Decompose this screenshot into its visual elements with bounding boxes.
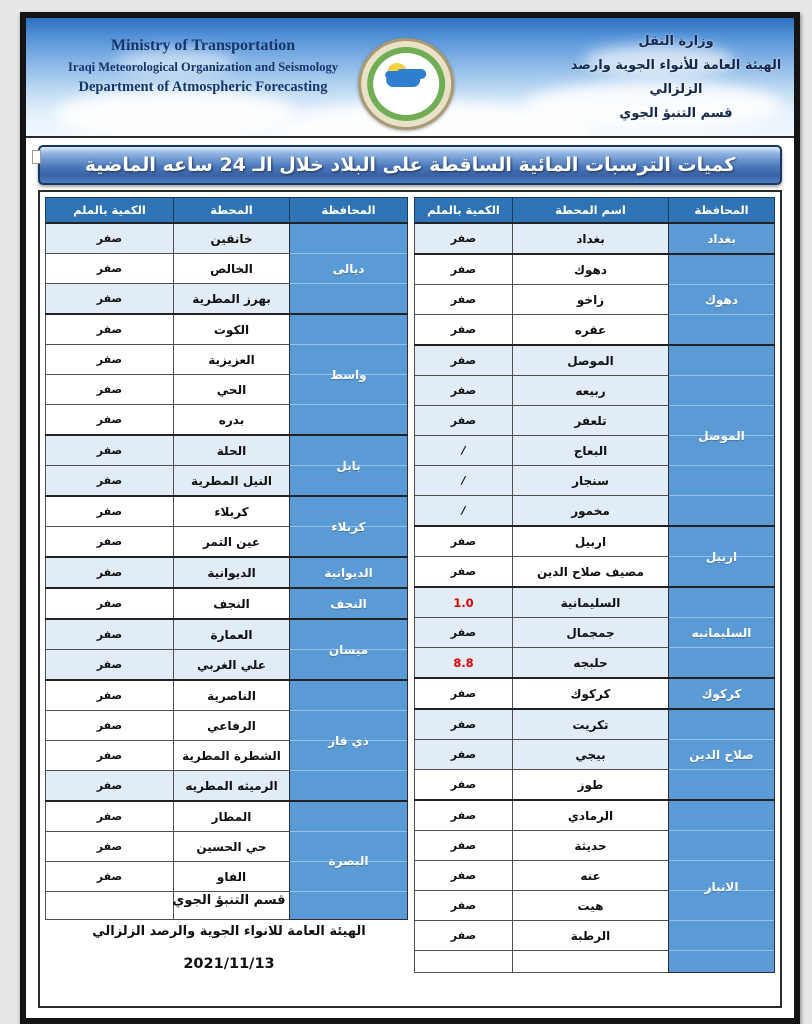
station-cell: بيجي [513,740,669,770]
governorate-cell: ذي قار [290,680,408,801]
amount-cell: / [415,436,513,466]
station-cell: الرطبة [513,921,669,951]
amount-cell: صفر [46,588,174,619]
station-cell: عنه [513,861,669,891]
footer-department: قسم التنبؤ الجوي [172,892,286,908]
amount-cell: صفر [415,557,513,588]
station-cell: عين التمر [174,527,290,558]
letterhead-banner [26,18,794,138]
amount-cell: صفر [415,406,513,436]
precipitation-tables-area [38,190,782,1008]
station-cell: كربلاء [174,496,290,527]
governorate-header: المحافظة [669,198,775,224]
footer-organization: الهيئة العامة للانواء الجوية والرصد الزلزالي [92,924,366,940]
amount-cell: صفر [46,771,174,802]
governorate-cell: البصرة [290,801,408,920]
station-cell: هيت [513,891,669,921]
empty-cell [513,951,669,973]
station-cell: كركوك [513,678,669,709]
ministry-header-english [38,34,368,99]
station-cell: النجف [174,588,290,619]
report-title: كميات الترسبات المائية الساقطة على البلاد خلال الـ 24 ساعه الماضية [38,145,782,185]
organization-logo-icon [358,38,454,130]
amount-cell: صفر [415,345,513,376]
signature-block [54,885,404,982]
logo-inner-ring [367,47,445,121]
amount-cell: صفر [46,375,174,405]
amount-cell: صفر [415,678,513,709]
amount-cell: صفر [46,680,174,711]
amount-cell: صفر [46,801,174,832]
amount-cell: صفر [46,284,174,315]
station-cell: الحلة [174,435,290,466]
amount-cell: صفر [46,711,174,741]
cloud-icon [386,73,420,87]
station-cell: بغداد [513,223,669,254]
station-cell: جمجمال [513,618,669,648]
governorate-cell: بابل [290,435,408,496]
station-cell: السليمانية [513,587,669,618]
governorate-cell: النجف [290,588,408,619]
amount-cell: صفر [46,832,174,862]
title-section [26,138,794,190]
station-cell: تكريت [513,709,669,740]
amount-cell: صفر [415,285,513,315]
station-cell: تلعفر [513,406,669,436]
ministry-name-en: Ministry of Transportation [110,37,296,54]
governorate-cell: بغداد [669,223,775,254]
amount-cell: صفر [415,831,513,861]
station-cell: حديثة [513,831,669,861]
amount-cell: صفر [415,709,513,740]
amount-cell: صفر [46,405,174,436]
amount-cell: صفر [415,921,513,951]
station-cell: الفاو [174,862,290,892]
governorate-header: المحافظة [290,198,408,224]
amount-cell: 8.8 [415,648,513,679]
station-cell: المطار [174,801,290,832]
governorate-cell: الانبار [669,800,775,973]
ministry-header-arabic [566,30,786,126]
department-name-en: Department of Atmospheric Forecasting [78,78,328,95]
amount-header: الكمية بالملم [46,198,174,224]
station-cell: النيل المطرية [174,466,290,497]
station-header: اسم المحطة [513,198,669,224]
organization-name-en: Iraqi Meteorological Organization and Seismology [68,60,338,74]
amount-cell: صفر [46,650,174,681]
amount-cell: صفر [415,376,513,406]
station-cell: دهوك [513,254,669,285]
report-date: 2021/11/13 [183,956,275,973]
amount-cell: صفر [46,345,174,375]
amount-cell: صفر [46,314,174,345]
governorate-cell: الموصل [669,345,775,526]
amount-cell: صفر [46,435,174,466]
governorate-cell: دهوك [669,254,775,345]
amount-cell: صفر [46,741,174,771]
amount-cell: صفر [415,770,513,801]
governorate-cell: السليمانيه [669,587,775,678]
amount-cell: صفر [46,254,174,284]
amount-cell: صفر [415,618,513,648]
amount-cell: صفر [46,466,174,497]
station-cell: الشطرة المطرية [174,741,290,771]
station-cell: طوز [513,770,669,801]
station-cell: الموصل [513,345,669,376]
station-cell: الرفاعي [174,711,290,741]
amount-cell: 1.0 [415,587,513,618]
organization-name-ar: الهيئة العامة للأنواء الجوية وارصد الزلزالي [570,58,782,98]
amount-header: الكمية بالملم [415,198,513,224]
precipitation-table-west [45,197,408,920]
station-cell: اربيل [513,526,669,557]
station-cell: علي الغربي [174,650,290,681]
amount-cell: صفر [415,740,513,770]
amount-cell: / [415,466,513,496]
amount-cell: صفر [46,223,174,254]
governorate-cell: كركوك [669,678,775,709]
governorate-cell: واسط [290,314,408,435]
station-cell: عقره [513,315,669,346]
report-page [20,12,800,1024]
empty-cell [415,951,513,973]
station-cell: الخالص [174,254,290,284]
station-cell: العمارة [174,619,290,650]
governorate-cell: كربلاء [290,496,408,557]
station-cell: مصيف صلاح الدين [513,557,669,588]
department-name-ar: قسم التنبؤ الجوي [619,106,733,122]
station-cell: الناصرية [174,680,290,711]
amount-cell: صفر [415,891,513,921]
governorate-cell: صلاح الدين [669,709,775,800]
title-notch-decoration [32,150,41,164]
amount-cell: صفر [46,557,174,588]
station-header: المحطة [174,198,290,224]
governorate-cell: الديوانية [290,557,408,588]
governorate-cell: ديالى [290,223,408,314]
station-cell: زاخو [513,285,669,315]
station-cell: الرمادي [513,800,669,831]
amount-cell: صفر [46,496,174,527]
amount-cell: صفر [415,223,513,254]
station-cell: حلبجه [513,648,669,679]
station-cell: الرميثه المطريه [174,771,290,802]
amount-cell: صفر [415,315,513,346]
governorate-cell: اربيل [669,526,775,587]
amount-cell: صفر [46,619,174,650]
station-cell: بدره [174,405,290,436]
station-cell: بهرز المطرية [174,284,290,315]
station-cell: البعاج [513,436,669,466]
governorate-cell: ميسان [290,619,408,680]
amount-cell: صفر [415,254,513,285]
ministry-name-ar: وزارة النقل [638,34,714,49]
amount-cell: صفر [415,800,513,831]
station-cell: حي الحسين [174,832,290,862]
amount-cell: صفر [415,861,513,891]
amount-cell: صفر [415,526,513,557]
amount-cell: صفر [46,862,174,892]
station-cell: مخمور [513,496,669,527]
precipitation-table-east [414,197,775,973]
station-cell: الديوانية [174,557,290,588]
station-cell: الحي [174,375,290,405]
station-cell: سنجار [513,466,669,496]
station-cell: الكوت [174,314,290,345]
station-cell: خانقين [174,223,290,254]
station-cell: ربيعه [513,376,669,406]
amount-cell: / [415,496,513,527]
station-cell: العزيزية [174,345,290,375]
amount-cell: صفر [46,527,174,558]
